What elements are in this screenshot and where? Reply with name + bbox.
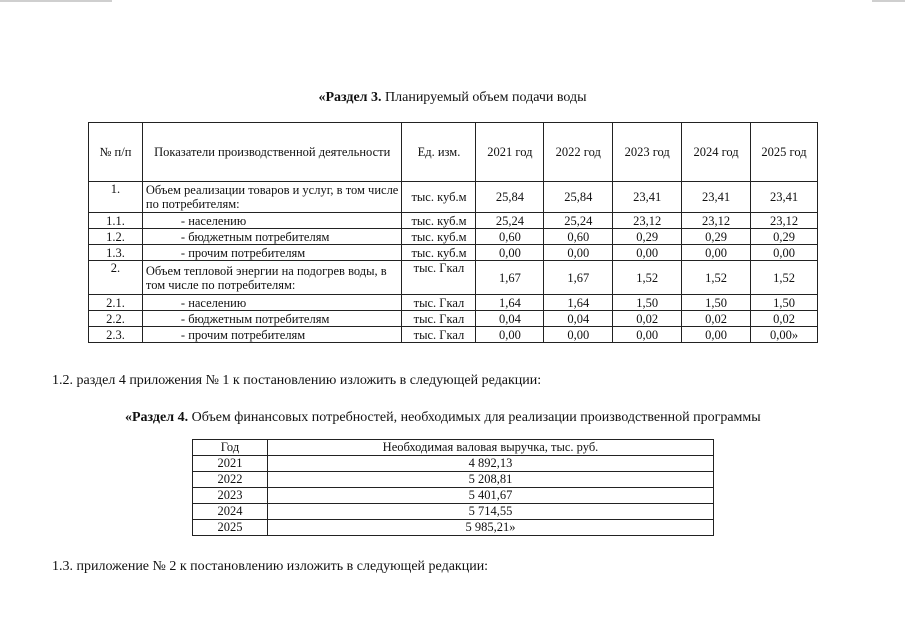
value-cell: 0,29 [682, 229, 751, 245]
section4-heading-bold: «Раздел 4. [125, 410, 189, 425]
year-cell: 2021 [193, 456, 268, 472]
table-header-row [89, 123, 818, 182]
row-unit: тыс. Гкал [402, 327, 476, 343]
table-row [89, 182, 818, 213]
revenue-cell: 5 714,55 [268, 504, 714, 520]
row-number: 1. [89, 182, 143, 213]
table-row [193, 504, 714, 520]
row-indicator: - населению [142, 213, 402, 229]
value-cell: 1,67 [476, 261, 544, 295]
revenue-cell: 5 401,67 [268, 488, 714, 504]
row-unit: тыс. куб.м [402, 213, 476, 229]
value-cell: 23,41 [751, 182, 818, 213]
value-cell: 0,29 [751, 229, 818, 245]
year-cell: 2022 [193, 472, 268, 488]
value-cell: 23,12 [613, 213, 682, 229]
table-row [89, 261, 818, 295]
table-row [89, 229, 818, 245]
value-cell: 0,00 [682, 327, 751, 343]
row-unit: тыс. куб.м [402, 182, 476, 213]
section4-heading-text: Объем финансовых потребностей, необходимых для реализации производственной программы [188, 410, 761, 425]
revenue-table [192, 439, 714, 536]
row-number: 2.2. [89, 311, 143, 327]
value-cell: 1,50 [751, 295, 818, 311]
row-unit: тыс. Гкал [402, 311, 476, 327]
value-cell: 1,64 [544, 295, 613, 311]
value-cell: 0,00 [544, 245, 613, 261]
value-cell: 0,04 [544, 311, 613, 327]
value-cell: 0,02 [682, 311, 751, 327]
value-cell: 0,02 [613, 311, 682, 327]
row-unit: тыс. куб.м [402, 229, 476, 245]
value-cell: 25,84 [476, 182, 544, 213]
table-row [193, 472, 714, 488]
value-cell: 0,00» [751, 327, 818, 343]
table-header-row [193, 440, 714, 456]
value-cell: 0,00 [544, 327, 613, 343]
section3-heading-text: Планируемый объем подачи воды [381, 90, 587, 105]
value-cell: 0,00 [613, 245, 682, 261]
revenue-cell: 4 892,13 [268, 456, 714, 472]
value-cell: 23,12 [682, 213, 751, 229]
section4-heading [125, 410, 761, 426]
table-row [193, 456, 714, 472]
section3-heading-bold: «Раздел 3. [318, 90, 382, 105]
row-indicator: - бюджетным потребителям [142, 311, 402, 327]
value-cell: 0,04 [476, 311, 544, 327]
value-cell: 1,50 [682, 295, 751, 311]
value-cell: 0,00 [613, 327, 682, 343]
value-cell: 1,52 [613, 261, 682, 295]
header-cell: 2022 год [544, 123, 613, 182]
header-cell: 2021 год [476, 123, 544, 182]
row-indicator: - населению [142, 295, 402, 311]
row-number: 1.2. [89, 229, 143, 245]
header-cell: Год [193, 440, 268, 456]
header-cell: 2024 год [682, 123, 751, 182]
year-cell: 2023 [193, 488, 268, 504]
value-cell: 1,67 [544, 261, 613, 295]
row-indicator: - прочим потребителям [142, 327, 402, 343]
header-cell: Ед. изм. [402, 123, 476, 182]
value-cell: 25,84 [544, 182, 613, 213]
table-row [89, 295, 818, 311]
section3-heading [0, 90, 905, 106]
table-row [89, 213, 818, 229]
row-number: 1.3. [89, 245, 143, 261]
value-cell: 1,52 [682, 261, 751, 295]
value-cell: 0,29 [613, 229, 682, 245]
revenue-cell: 5 208,81 [268, 472, 714, 488]
header-cell: 2025 год [751, 123, 818, 182]
paragraph-1-3: 1.3. приложение № 2 к постановлению изложить в следующей редакции: [52, 559, 489, 574]
table-row [89, 311, 818, 327]
row-number: 2.1. [89, 295, 143, 311]
value-cell: 0,00 [476, 327, 544, 343]
table-row [89, 327, 818, 343]
value-cell: 0,02 [751, 311, 818, 327]
value-cell: 0,00 [751, 245, 818, 261]
row-number: 2.3. [89, 327, 143, 343]
value-cell: 23,12 [751, 213, 818, 229]
value-cell: 23,41 [613, 182, 682, 213]
value-cell: 25,24 [544, 213, 613, 229]
table-row [193, 520, 714, 536]
row-indicator: Объем тепловой энергии на подогрев воды, в том числе по потребителям: [142, 261, 402, 295]
value-cell: 0,00 [476, 245, 544, 261]
row-unit: тыс. куб.м [402, 245, 476, 261]
top-scan-line-left [0, 0, 112, 2]
row-number: 1.1. [89, 213, 143, 229]
water-supply-table [88, 122, 818, 343]
top-scan-line-right [872, 0, 905, 2]
revenue-cell: 5 985,21» [268, 520, 714, 536]
value-cell: 0,60 [544, 229, 613, 245]
row-indicator: - прочим потребителям [142, 245, 402, 261]
row-indicator: Объем реализации товаров и услуг, в том числе по потребителям: [142, 182, 402, 213]
value-cell: 23,41 [682, 182, 751, 213]
row-indicator: - бюджетным потребителям [142, 229, 402, 245]
header-cell: Необходимая валовая выручка, тыс. руб. [268, 440, 714, 456]
value-cell: 1,50 [613, 295, 682, 311]
year-cell: 2025 [193, 520, 268, 536]
row-unit: тыс. Гкал [402, 261, 476, 295]
value-cell: 0,00 [682, 245, 751, 261]
value-cell: 1,64 [476, 295, 544, 311]
table-row [193, 488, 714, 504]
paragraph-1-2: 1.2. раздел 4 приложения № 1 к постановлению изложить в следующей редакции: [52, 373, 542, 388]
header-cell: 2023 год [613, 123, 682, 182]
row-unit: тыс. Гкал [402, 295, 476, 311]
value-cell: 1,52 [751, 261, 818, 295]
table-row [89, 245, 818, 261]
value-cell: 25,24 [476, 213, 544, 229]
header-cell: Показатели производственной деятельности [142, 123, 402, 182]
year-cell: 2024 [193, 504, 268, 520]
header-cell: № п/п [89, 123, 143, 182]
value-cell: 0,60 [476, 229, 544, 245]
row-number: 2. [89, 261, 143, 295]
